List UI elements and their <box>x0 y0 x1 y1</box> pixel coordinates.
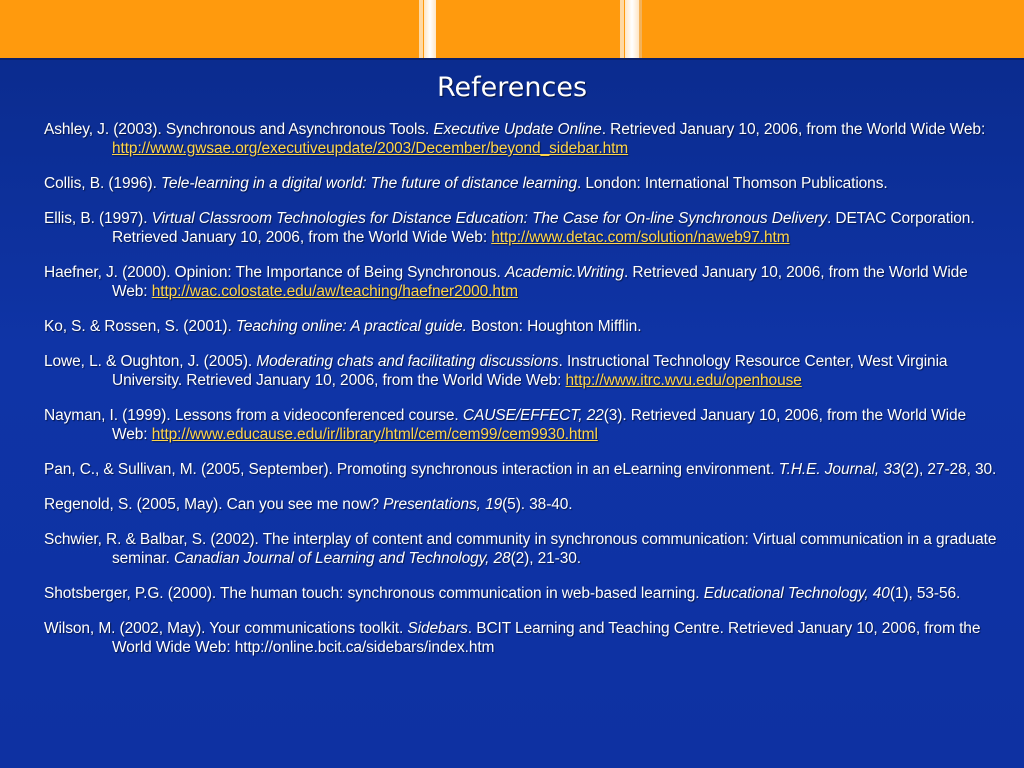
reference-text: (2), 27-28, 30. <box>900 461 997 478</box>
reference-link[interactable]: http://wac.colostate.edu/aw/teaching/haefner2000.htm <box>151 283 518 300</box>
reference-text: . DETAC Corporation. Retrieved January 10, 2006, from the World Wide Web: <box>112 210 975 246</box>
reference-text: Ko, S. & Rossen, S. (2001). <box>44 318 236 335</box>
reference-item <box>44 619 1004 657</box>
reference-text: Boston: Houghton Mifflin. <box>466 318 642 335</box>
banner-stripe <box>424 0 436 58</box>
reference-item <box>44 174 1004 193</box>
reference-source: Virtual Classroom Technologies for Distance Education: The Case for On-line Synchronous Delivery <box>151 210 827 227</box>
reference-text: Nayman, I. (1999). Lessons from a videoconferenced course. <box>44 407 463 424</box>
reference-item <box>44 209 1004 247</box>
reference-text: Regenold, S. (2005, May). Can you see me now? <box>44 496 384 513</box>
reference-list <box>44 120 1004 673</box>
reference-source: Tele-learning in a digital world: The future of distance learning <box>160 175 577 192</box>
reference-text: Pan, C., & Sullivan, M. (2005, September). Promoting synchronous interaction in an eLearning environment. <box>44 461 779 478</box>
reference-text: Haefner, J. (2000). Opinion: The Importance of Being Synchronous. <box>44 264 505 281</box>
reference-source: Executive Update Online <box>433 121 602 138</box>
banner-stripe <box>639 0 642 58</box>
banner-stripe <box>620 0 624 58</box>
reference-source: CAUSE/EFFECT, 22 <box>462 407 604 424</box>
reference-text: . London: International Thomson Publications. <box>576 175 888 192</box>
reference-source: Teaching online: A practical guide. <box>235 318 467 335</box>
reference-text: (3). Retrieved January 10, 2006, from the World Wide Web: <box>112 407 967 443</box>
reference-item <box>44 495 1004 514</box>
reference-item <box>44 317 1004 336</box>
reference-text: (1), 53-56. <box>889 585 961 602</box>
reference-text: Lowe, L. & Oughton, J. (2005). <box>44 353 257 370</box>
reference-source: Academic.Writing <box>504 264 624 281</box>
reference-text: Shotsberger, P.G. (2000). The human touch: synchronous communication in web-based learning. <box>44 585 704 602</box>
reference-text: Schwier, R. & Balbar, S. (2002). The interplay of content and community in synchronous communication: Virtual communication in a graduate seminar. <box>44 531 997 567</box>
reference-link[interactable]: http://www.gwsae.org/executiveupdate/2003/December/beyond_sidebar.htm <box>112 140 629 157</box>
banner-stripe <box>419 0 423 58</box>
reference-item <box>44 460 1004 479</box>
reference-text: Collis, B. (1996). <box>44 175 161 192</box>
reference-text: (2), 21-30. <box>510 550 581 567</box>
reference-item <box>44 530 1004 568</box>
reference-source: Presentations, 19 <box>383 496 503 513</box>
reference-text: (5). 38-40. <box>502 496 573 513</box>
reference-text: . Retrieved January 10, 2006, from the World Wide Web: <box>601 121 986 138</box>
reference-source: T.H.E. Journal, 33 <box>778 461 901 478</box>
banner-stripe <box>625 0 639 58</box>
reference-source: Sidebars <box>407 620 468 637</box>
reference-link[interactable]: http://www.detac.com/solution/naweb97.htm <box>491 229 790 246</box>
reference-source: Educational Technology, 40 <box>703 585 890 602</box>
reference-item <box>44 352 1004 390</box>
header-banner <box>0 0 1024 60</box>
reference-item <box>44 120 1004 158</box>
reference-item <box>44 406 1004 444</box>
reference-link[interactable]: http://www.itrc.wvu.edu/openhouse <box>565 372 802 389</box>
reference-item <box>44 584 1004 603</box>
slide-title: References <box>436 72 588 103</box>
reference-text: Ellis, B. (1997). <box>44 210 152 227</box>
reference-item <box>44 263 1004 301</box>
reference-text: . Retrieved January 10, 2006, from the World Wide Web: <box>112 264 968 300</box>
reference-text: Ashley, J. (2003). Synchronous and Asynchronous Tools. <box>44 121 434 138</box>
reference-link[interactable]: http://www.educause.edu/ir/library/html/cem/cem99/cem9930.html <box>151 426 598 443</box>
reference-text: Wilson, M. (2002, May). Your communications toolkit. <box>44 620 408 637</box>
reference-text: . Instructional Technology Resource Center, West Virginia University. Retrieved January 10, 2006, from the World Wide Web: <box>112 353 948 389</box>
reference-source: Moderating chats and facilitating discussions <box>256 353 559 370</box>
reference-source: Canadian Journal of Learning and Technology, 28 <box>174 550 511 567</box>
reference-text: . BCIT Learning and Teaching Centre. Retrieved January 10, 2006, from the World Wide Web: http://online.bcit.ca/sidebars/index.htm <box>112 620 981 656</box>
